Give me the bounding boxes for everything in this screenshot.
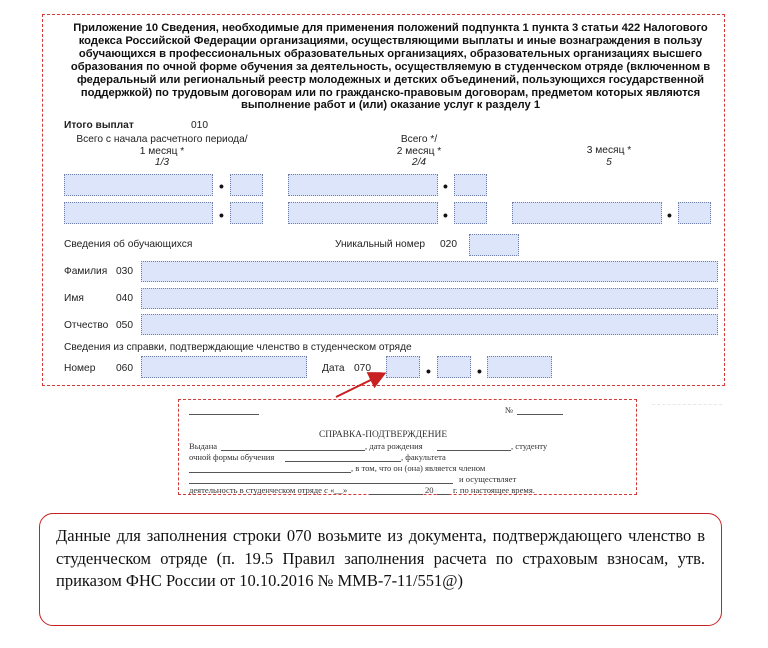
certificate-line1-b: , дата рождения — [365, 441, 423, 451]
unique-number-label: Уникальный номер — [335, 239, 426, 250]
total-code: 010 — [191, 120, 208, 131]
certificate-line5-c: г. по настоящее время. — [453, 485, 535, 495]
column-header-3: 3 месяц * 5 — [586, 145, 632, 168]
instruction-note — [39, 513, 722, 626]
certificate-fill-line — [437, 485, 449, 495]
certificate-sample — [178, 399, 637, 495]
certificate-line2-a: очной формы обучения — [189, 452, 275, 462]
date-separator-dot: • — [426, 363, 431, 379]
certificate-line5-b: 20 — [425, 485, 434, 495]
surname-label: Фамилия — [64, 266, 108, 277]
students-section-label: Сведения об обучающихся — [64, 239, 193, 250]
decimal-dot: • — [219, 178, 224, 194]
column-header-2: Всего */ 2 месяц * 2/4 — [396, 134, 442, 168]
certificate-line4: и осуществляет — [459, 474, 517, 484]
instruction-note-text: Данные для заполнения строки 070 возьмите из документа, подтверждающего членство в студенческом отряде (п. 19.5 Правил заполнения расчета по страховым взносам, утв. приказом ФНС России от 10.10.2016 № ММВ-7-11/551@) — [56, 526, 705, 590]
certificate-fill-line — [221, 441, 365, 451]
decimal-dot: • — [443, 207, 448, 223]
unique-number-code: 020 — [440, 239, 457, 250]
certificate-fill-line — [369, 485, 423, 495]
number-code: 060 — [116, 363, 133, 374]
certificate-line1-c: , студенту — [511, 441, 548, 451]
decimal-dot: • — [219, 207, 224, 223]
certificate-fill-line — [189, 463, 351, 473]
certificate-line3: , в том, что он (она) является членом — [351, 463, 486, 473]
certificate-fill-line — [285, 452, 401, 462]
watermark-placeholder — [652, 404, 722, 417]
column-header-1: Всего с начала расчетного периода/ 1 месяц * 1/3 — [76, 134, 248, 168]
name-code: 040 — [116, 293, 133, 304]
certificate-fill-line — [189, 474, 453, 484]
certificate-line1-a: Выдана — [189, 441, 218, 451]
form-title: Приложение 10 Сведения, необходимые для применения положений подпункта 1 пункта 3 статьи 422 Налогового кодекса Российской Федерации организациями, осуществляющими выплаты и иные вознаграждения в пользу обучающихся в профессиональных образовательных организациях, образовательных организациях высшего образования по очной форме обучения за деятельность, осуществляемую в студенческом отряде (включенном в федеральный или региональный реестр молодежных и детских объединений, пользующихся государственной поддержкой) по трудовым договорам или по гражданско-правовым договорам, предметом которых являются выполнение работ и (или) оказание услуг к разделу 1 — [70, 22, 711, 112]
certificate-heading: СПРАВКА-ПОДТВЕРЖДЕНИЕ — [319, 430, 448, 440]
certificate-section-label: Сведения из справки, подтверждающие членство в студенческом отряде — [64, 342, 412, 353]
date-label: Дата — [322, 363, 345, 374]
surname-code: 030 — [116, 266, 133, 277]
total-label: Итого выплат — [64, 120, 134, 131]
decimal-dot: • — [443, 178, 448, 194]
certificate-line5-a: деятельность в студенческом отряде с «__» — [189, 485, 348, 495]
certificate-line2-b: , факультета — [401, 452, 446, 462]
decimal-dot: • — [667, 207, 672, 223]
certificate-issuer-line — [189, 405, 259, 415]
certificate-number-line — [517, 405, 563, 415]
patronymic-label: Отчество — [64, 320, 109, 331]
name-label: Имя — [64, 293, 84, 304]
number-label: Номер — [64, 363, 96, 374]
certificate-fill-line — [437, 441, 511, 451]
date-separator-dot: • — [477, 363, 482, 379]
certificate-number-sign: № — [505, 405, 514, 415]
patronymic-code: 050 — [116, 320, 133, 331]
date-code: 070 — [354, 363, 371, 374]
